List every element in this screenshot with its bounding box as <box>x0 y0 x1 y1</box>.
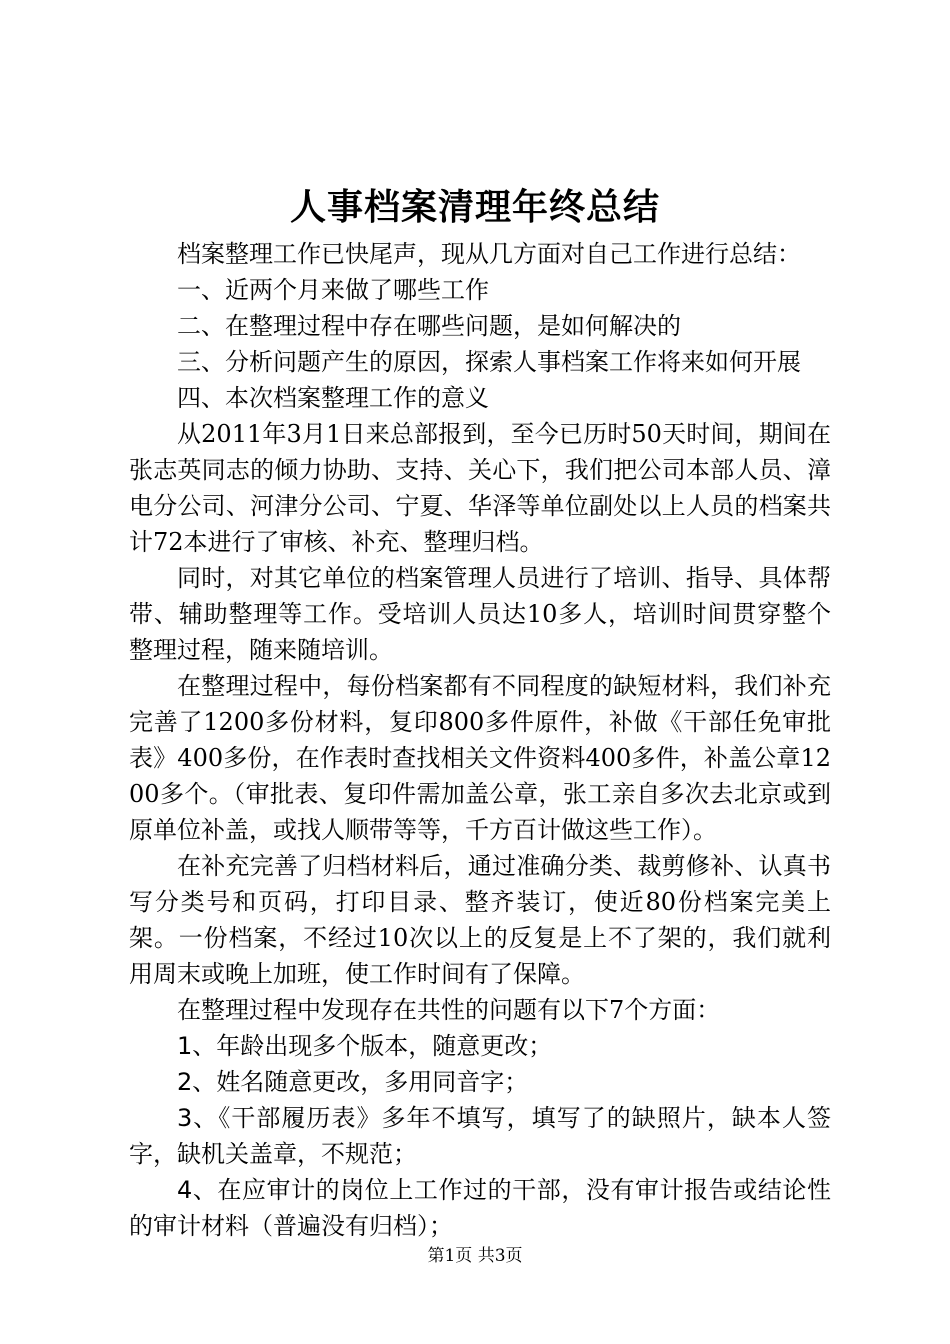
body-paragraph: 从2011年3月1日来总部报到，至今已历时50天时间，期间在张志英同志的倾力协助、支持、关心下，我们把公司本部人员、漳电分公司、河津分公司、宁夏、华泽等单位副处以上人员的档案共计72本进行了审核、补充、整理归档。 <box>129 420 831 556</box>
list-item: 4、在应审计的岗位上工作过的干部，没有审计报告或结论性的审计材料（普遍没有归档）； <box>129 1176 831 1240</box>
section-heading-1: 一、近两个月来做了哪些工作 <box>177 276 489 304</box>
page-footer: 第1页 共3页 <box>427 1246 523 1266</box>
body-paragraph: 在整理过程中，每份档案都有不同程度的缺短材料，我们补充完善了1200多份材料，复印800多件原件，补做《干部任免审批表》400多份，在作表时查找相关文件资料400多件，补盖公章1200多个。（审批表、复印件需加盖公章，张工亲自多次去北京或到原单位补盖，或找人顺带等等，千方百计做这些工作）。 <box>129 672 831 844</box>
section-heading-2: 二、在整理过程中存在哪些问题，是如何解决的 <box>177 312 681 340</box>
list-item: 1、年龄出现多个版本，随意更改； <box>177 1032 553 1060</box>
intro-paragraph: 档案整理工作已快尾声，现从几方面对自己工作进行总结： <box>177 240 801 268</box>
document-body <box>129 236 831 1244</box>
list-item: 3、《干部履历表》多年不填写，填写了的缺照片，缺本人签字，缺机关盖章，不规范； <box>129 1104 831 1168</box>
document-title: 人事档案清理年终总结 <box>289 187 660 228</box>
section-heading-3: 三、分析问题产生的原因，探索人事档案工作将来如何开展 <box>177 348 801 376</box>
body-paragraph: 在补充完善了归档材料后，通过准确分类、裁剪修补、认真书写分类号和页码，打印目录、整齐装订，使近80份档案完美上架。一份档案，不经过10次以上的反复是上不了架的，我们就利用周末或晚上加班，使工作时间有了保障。 <box>129 852 831 988</box>
list-item: 2、姓名随意更改，多用同音字； <box>177 1068 529 1096</box>
section-heading-4: 四、本次档案整理工作的意义 <box>177 384 489 412</box>
body-paragraph: 同时，对其它单位的档案管理人员进行了培训、指导、具体帮带、辅助整理等工作。受培训人员达10多人，培训时间贯穿整个整理过程，随来随培训。 <box>129 564 831 664</box>
body-paragraph: 在整理过程中发现存在共性的问题有以下7个方面： <box>177 996 721 1024</box>
